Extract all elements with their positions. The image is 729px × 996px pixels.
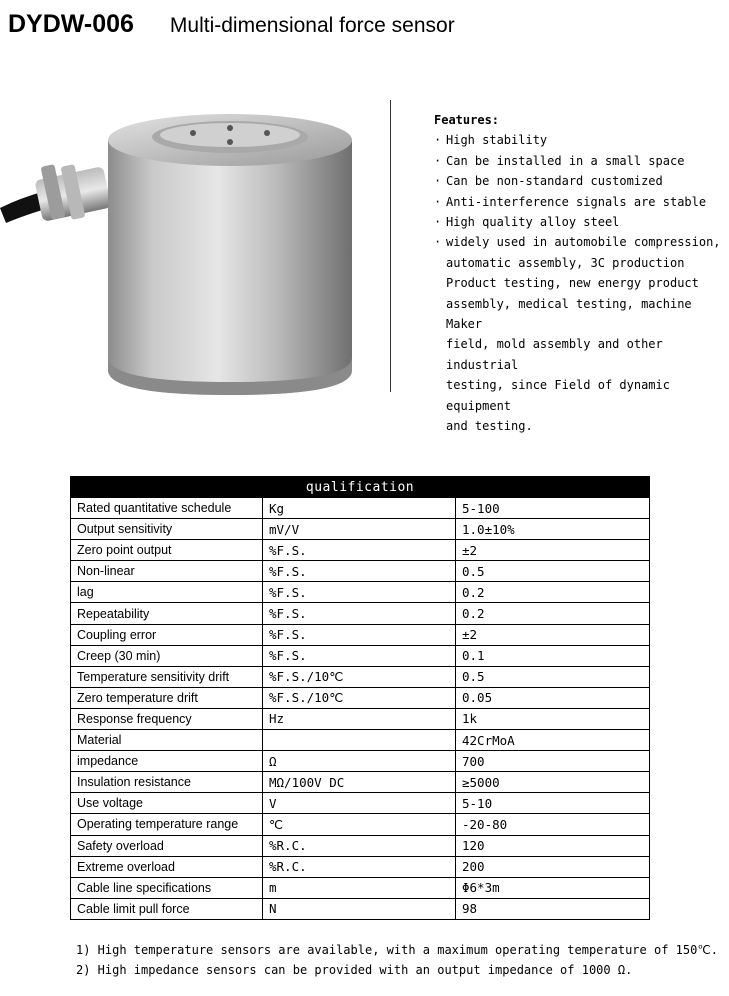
feature-continuation: assembly, medical testing, machine Maker: [446, 296, 692, 332]
value-cell: 0.5: [456, 561, 650, 582]
value-cell: ±2: [456, 624, 650, 645]
value-cell: 5-100: [456, 498, 650, 519]
table-row: [71, 645, 650, 666]
value-cell: -20-80: [456, 814, 650, 835]
unit-cell: %R.C.: [263, 835, 456, 856]
feature-item: · Can be installed in a small space: [434, 151, 724, 171]
value-cell: 0.5: [456, 666, 650, 687]
value-cell: 5-10: [456, 793, 650, 814]
table-row: [71, 793, 650, 814]
parameter-cell: Creep (30 min): [71, 645, 263, 666]
bullet: ·: [434, 174, 442, 189]
table-row: [71, 772, 650, 793]
bullet: ·: [434, 153, 442, 168]
parameter-cell: Response frequency: [71, 708, 263, 729]
feature-item: · widely used in automobile compression,: [434, 232, 724, 252]
spec-table: [70, 476, 650, 920]
table-row: [71, 624, 650, 645]
parameter-cell: Operating temperature range: [71, 814, 263, 835]
unit-cell: Hz: [263, 708, 456, 729]
parameter-cell: Use voltage: [71, 793, 263, 814]
table-row: [71, 856, 650, 877]
unit-cell: N: [263, 898, 456, 919]
unit-cell: %F.S.: [263, 603, 456, 624]
unit-cell: %F.S./10℃: [263, 687, 456, 708]
header: [8, 10, 455, 42]
value-cell: 0.05: [456, 687, 650, 708]
feature-item: · Anti-interference signals are stable: [434, 192, 724, 212]
value-cell: 98: [456, 898, 650, 919]
unit-cell: %F.S.: [263, 540, 456, 561]
feature-continuation: field, mold assembly and other industrial: [446, 337, 663, 372]
feature-item: · Can be non-standard customized: [434, 171, 724, 191]
unit-cell: Ω: [263, 751, 456, 772]
parameter-cell: Coupling error: [71, 624, 263, 645]
unit-cell: %F.S.: [263, 582, 456, 603]
divider: [390, 100, 391, 392]
unit-cell: V: [263, 793, 456, 814]
parameter-cell: Cable line specifications: [71, 877, 263, 898]
unit-cell: mV/V: [263, 519, 456, 540]
unit-cell: MΩ/100V DC: [263, 772, 456, 793]
parameter-cell: Output sensitivity: [71, 519, 263, 540]
parameter-cell: Extreme overload: [71, 856, 263, 877]
value-cell: 0.1: [456, 645, 650, 666]
feature-item: · High stability: [434, 130, 724, 150]
unit-cell: %F.S.: [263, 624, 456, 645]
parameter-cell: Temperature sensitivity drift: [71, 666, 263, 687]
parameter-cell: Zero point output: [71, 540, 263, 561]
table-row: [71, 687, 650, 708]
table-row: [71, 561, 650, 582]
feature-continuation: Product testing, new energy product: [446, 276, 699, 291]
features-title: Features:: [434, 113, 500, 127]
table-row: [71, 582, 650, 603]
product-image: [0, 95, 380, 405]
parameter-cell: Zero temperature drift: [71, 687, 263, 708]
value-cell: 120: [456, 835, 650, 856]
parameter-cell: Insulation resistance: [71, 772, 263, 793]
table-row: [71, 666, 650, 687]
value-cell: Φ6*3m: [456, 877, 650, 898]
value-cell: 42CrMoA: [456, 730, 650, 751]
features-list: [434, 110, 724, 437]
parameter-cell: Safety overload: [71, 835, 263, 856]
feature-continuation: testing, since Field of dynamic equipment: [446, 378, 670, 413]
feature-item: · High quality alloy steel: [434, 212, 724, 232]
bullet: ·: [434, 215, 442, 230]
unit-cell: %F.S./10℃: [263, 666, 456, 687]
value-cell: 1.0±10%: [456, 519, 650, 540]
value-cell: 0.2: [456, 603, 650, 624]
unit-cell: m: [263, 877, 456, 898]
feature-continuation: and testing.: [446, 419, 533, 434]
parameter-cell: Repeatability: [71, 603, 263, 624]
spec-table-body: [71, 498, 650, 920]
parameter-cell: Cable limit pull force: [71, 898, 263, 919]
unit-cell: [263, 730, 456, 751]
product-title: Multi-dimensional force sensor: [169, 14, 455, 37]
table-row: [71, 498, 650, 519]
parameter-cell: impedance: [71, 751, 263, 772]
table-row: [71, 814, 650, 835]
value-cell: 700: [456, 751, 650, 772]
table-row: [71, 877, 650, 898]
value-cell: ±2: [456, 540, 650, 561]
footnote: 1) High temperature sensors are available, with a maximum operating temperature of 150℃.: [76, 943, 719, 957]
unit-cell: %R.C.: [263, 856, 456, 877]
unit-cell: ℃: [263, 814, 456, 835]
bullet: ·: [434, 133, 442, 148]
parameter-cell: Non-linear: [71, 561, 263, 582]
table-header: qualification: [71, 477, 650, 498]
table-row: [71, 708, 650, 729]
value-cell: 1k: [456, 708, 650, 729]
model-number: DYDW-006: [8, 10, 134, 38]
value-cell: 0.2: [456, 582, 650, 603]
table-row: [71, 898, 650, 919]
parameter-cell: Rated quantitative schedule: [71, 498, 263, 519]
table-row: [71, 603, 650, 624]
footnote: 2) High impedance sensors can be provided with an output impedance of 1000 Ω.: [76, 963, 633, 977]
table-row: [71, 751, 650, 772]
parameter-cell: lag: [71, 582, 263, 603]
unit-cell: Kg: [263, 498, 456, 519]
value-cell: ≥5000: [456, 772, 650, 793]
feature-continuation: automatic assembly, 3C production: [446, 255, 685, 270]
value-cell: 200: [456, 856, 650, 877]
bullet: ·: [434, 235, 442, 250]
parameter-cell: Material: [71, 730, 263, 751]
footnotes: [76, 940, 718, 980]
table-row: [71, 540, 650, 561]
unit-cell: %F.S.: [263, 561, 456, 582]
table-row: [71, 835, 650, 856]
unit-cell: %F.S.: [263, 645, 456, 666]
bullet: ·: [434, 194, 442, 209]
table-row: [71, 519, 650, 540]
table-row: [71, 730, 650, 751]
